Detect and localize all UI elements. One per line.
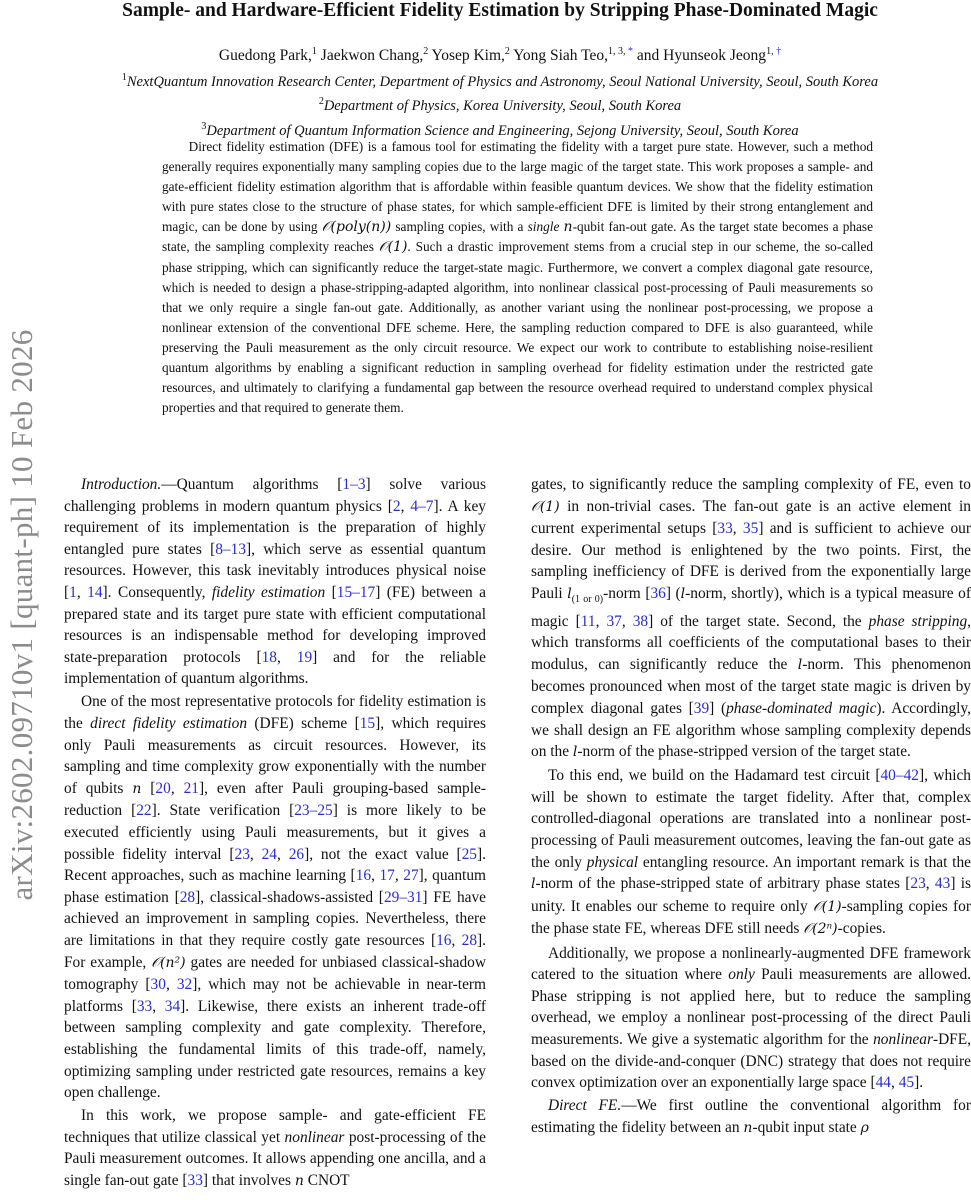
citation-link[interactable]: 38 [632, 612, 649, 630]
citation-link[interactable]: 33 [187, 1172, 203, 1189]
section-lead: Introduction. [81, 476, 162, 493]
citation-link[interactable]: 21 [183, 779, 199, 797]
affiliation-marker: 2 [423, 46, 429, 57]
citation-link[interactable]: 34 [164, 997, 181, 1015]
citation-link[interactable]: 26 [288, 845, 305, 863]
corresponding-author-link[interactable]: * [625, 46, 634, 57]
citation-link[interactable]: 22 [136, 802, 152, 820]
corresponding-author-link[interactable]: † [773, 46, 782, 57]
affiliation-marker: 1 [311, 46, 317, 57]
author-name: Yong Siah Teo, [509, 47, 609, 65]
body-paragraph: To this end, we build on the Hadamard test circuit [40–42], which will be shown to estimate the target fidelity. After that, complex controlled-diagonal operations are translated into a nonlinear post-processing of Pauli measurement outcomes, leaving the fan-out gate as the only physical entangling resource. An important remark is that the l-norm of the phase-stripped state of arbitrary phase states [23, 43] is unity. It enables our scheme to require only 𝒪(1)-sampling copies for the phase state FE, whereas DFE still needs 𝒪(2ⁿ)-copies. [531, 767, 971, 938]
body-paragraph: One of the most representative protocols for fidelity estimation is the direct fidelity estimation (DFE) scheme [15], which requires only Pauli measurements as circuit resources. However, its sampling and time complexity grow exponentially with the number of qubits n [20, 21], even after Pauli grouping-based sample-reduction [22]. State verification [23–25] is more likely to be executed efficiently using Pauli measurements, but it gives a possible fidelity interval [23, 24, 26], not the exact value [25]. Recent approaches, such as machine learning [16, 17, 27], quantum phase estimation [28], classical-shadows-assisted [29–31] FE have achieved an improvement in sampling copies. Nevertheless, there are limitations in that they require costly gate resources [16, 28]. For example, 𝒪(n²) gates are needed for unbiased classical-shadow tomography [30, 32], which may not be achievable in near-term platforms [33, 34]. Likewise, there exists an inherent trade-off between sampling complexity and gate complexity. Therefore, establishing the fundamental limits of this trade-off, namely, optimizing sampling under restricted gate resources, remains a key open challenge. [64, 693, 487, 1102]
citation-link[interactable]: 25 [461, 845, 477, 863]
author-name: Guedong Park, [218, 47, 312, 65]
citation-link[interactable]: 18 [261, 648, 277, 666]
citation-link[interactable]: 27 [403, 867, 419, 885]
citation-link[interactable]: 17 [379, 867, 395, 885]
right-column [531, 474, 971, 1139]
citation-link[interactable]: 33 [717, 520, 733, 538]
citation-link[interactable]: 24 [261, 845, 277, 863]
citation-link[interactable]: 4–7 [410, 497, 434, 515]
citation-link[interactable]: 8–13 [215, 540, 247, 558]
affiliation-marker: 2 [504, 46, 510, 57]
citation-link[interactable]: 19 [296, 648, 313, 666]
paper-title: Sample- and Hardware-Efficient Fidelity Estimation by Stripping Phase-Dominated Magic [122, 0, 878, 21]
citation-link[interactable]: 23 [910, 875, 926, 893]
body-paragraph: Direct FE.—We first outline the conventional algorithm for estimating the fidelity between an n-qubit input state ρ [531, 1097, 971, 1136]
citation-link[interactable]: 23 [234, 845, 250, 863]
abstract [162, 137, 873, 418]
author-list [60, 42, 940, 66]
left-column [64, 474, 486, 1193]
affiliation-marker: 1, 3, * [608, 46, 634, 57]
citation-link[interactable]: 1 [69, 583, 77, 601]
citation-link[interactable]: 14 [87, 583, 103, 601]
citation-link[interactable]: 1–3 [342, 476, 366, 493]
citation-link[interactable]: 23–25 [294, 802, 333, 820]
citation-link[interactable]: 15 [359, 715, 376, 733]
citation-link[interactable]: 16 [355, 867, 372, 885]
citation-link[interactable]: 29–31 [383, 888, 423, 906]
section-lead: Direct FE. [548, 1097, 622, 1115]
citation-link[interactable]: 39 [693, 700, 710, 718]
citation-link[interactable]: 11 [580, 612, 596, 630]
author-name: Jaekwon Chang, [316, 47, 424, 65]
author-name: and Hyunseok Jeong [633, 47, 767, 65]
citation-link[interactable]: 33 [136, 997, 153, 1015]
arxiv-margin-stamp [0, 0, 44, 1200]
citation-link[interactable]: 37 [606, 612, 622, 630]
body-paragraph: In this work, we propose sample- and gate-efficient FE techniques that utilize classical yet nonlinear post-processing of the Pauli measurement outcomes. It allows appending one ancilla, and a single fan-out gate [33] that involves n CNOT [64, 1107, 486, 1189]
citation-link[interactable]: 20 [155, 779, 171, 797]
citation-link[interactable]: 16 [436, 931, 452, 949]
body-paragraph: Introduction.—Quantum algorithms [1–3] solve various challenging problems in modern quantum physics [2, 4–7]. A key requirement of its implementation is the preparation of highly entangled pure states [8–13], which serve as essential quantum resources. However, this task inevitably introduces physical noise [1, 14]. Consequently, fidelity estimation [15–17] (FE) between a prepared state and its target pure state with efficient computational resources is an indispensable method for developing improved state-preparation protocols [18, 19] and for the reliable implementation of quantum algorithms. [64, 476, 486, 688]
author-name: Yosep Kim, [428, 47, 505, 65]
arxiv-identifier: arXiv:2602.09710v1 [quant-ph] 10 Feb 2026 [4, 329, 39, 901]
affiliation: $^1$NextQuantum Innovation Research Center, Department of Physics and Astronomy, Seoul National University, Seoul, South Korea [121, 72, 879, 90]
citation-link[interactable]: 43 [934, 875, 951, 893]
affiliation: $^3$Department of Quantum Information Science and Engineering, Sejong University, Seoul, South Korea [201, 120, 799, 139]
citation-link[interactable]: 45 [898, 1074, 915, 1092]
citation-link[interactable]: 15–17 [336, 583, 376, 601]
affiliation-marker: 1, † [766, 46, 782, 57]
body-paragraph: gates, to significantly reduce the sampling complexity of FE, even to 𝒪(1) in non-trivial cases. The fan-out gate is an active element in current experimental setups [33, 35] and is sufficient to achieve our desire. Our method is enlightened by the two points. First, the sampling inefficiency of DFE is derived from the exponentially large Pauli $l_{(1 or 0)}$-norm [36] (l-norm, shortly), which is a typical measure of magic [11, 37, 38] of the target state. Second, the phase stripping, which transforms all coefficients of the computational bases to their modulus, can significantly reduce the l-norm. This phenomenon becomes pronounced when most of the target state magic is driven by complex diagonal gates [39] (phase-dominated magic). Accordingly, we shall design an FE algorithm whose sampling complexity depends on the l-norm of the phase-stripped version of the target state. [531, 476, 971, 761]
citation-link[interactable]: 40–42 [880, 767, 919, 785]
citation-link[interactable]: 44 [875, 1074, 891, 1092]
citation-link[interactable]: 28 [461, 931, 478, 949]
citation-link[interactable]: 35 [742, 520, 759, 538]
body-paragraph: Additionally, we propose a nonlinearly-augmented DFE framework catered to the situation where only Pauli measurements are allowed. Phase stripping is not applied here, but to reduce the sampling overhead, we employ a nonlinear post-processing of the direct Pauli measurements. We give a systematic algorithm for the nonlinear-DFE, based on the divide-and-conquer (DNC) strategy that does not require convex optimization over an exponentially large space [44, 45]. [531, 944, 971, 1092]
citation-link[interactable]: 28 [179, 888, 196, 906]
citation-link[interactable]: 2 [392, 497, 401, 515]
affiliation: $^2$Department of Physics, Korea University, Seoul, South Korea [318, 96, 682, 115]
citation-link[interactable]: 30 [150, 976, 166, 994]
citation-link[interactable]: 36 [650, 584, 666, 602]
affiliation-list [60, 68, 940, 141]
citation-link[interactable]: 32 [176, 976, 193, 994]
abstract-paragraph: Direct fidelity estimation (DFE) is a famous tool for estimating the fidelity with a target pure state. However, such a method generally requires exponentially many sampling copies due to the large magic of the target state. This work proposes a sample- and gate-efficient fidelity estimation algorithm that is affordable within feasible quantum devices. We show that the fidelity estimation with pure states close to the structure of phase states, for which sample-efficient DFE is limited by their strong entanglement and magic, can be done by using 𝒪(poly(n)) sampling copies, with a single n-qubit fan-out gate. As the target state becomes a phase state, the sampling complexity reaches 𝒪(1). Such a drastic improvement stems from a crucial step in our scheme, the so-called phase stripping, which can significantly reduce the target-state magic. Furthermore, we convert a complex diagonal gate resource, which is needed to design a phase-stripping-adapted algorithm, into nonlinear classical post-processing of Pauli measurements so that we only require a single fan-out gate. Additionally, as another variant using the nonlinear post-processing, we propose a nonlinear extension of the conventional DFE scheme. Here, the sampling reduction compared to DFE is also guaranteed, while preserving the Pauli measurement as the only circuit resource. We expect our work to contribute to establishing noise-resilient quantum algorithms by enabling a significant reduction in sampling overhead for fidelity estimation under the restricted gate resources, and ultimately to clarifying a fundamental gap between the resource overhead required to understand complex physical properties and that required to generate them. [162, 139, 873, 416]
